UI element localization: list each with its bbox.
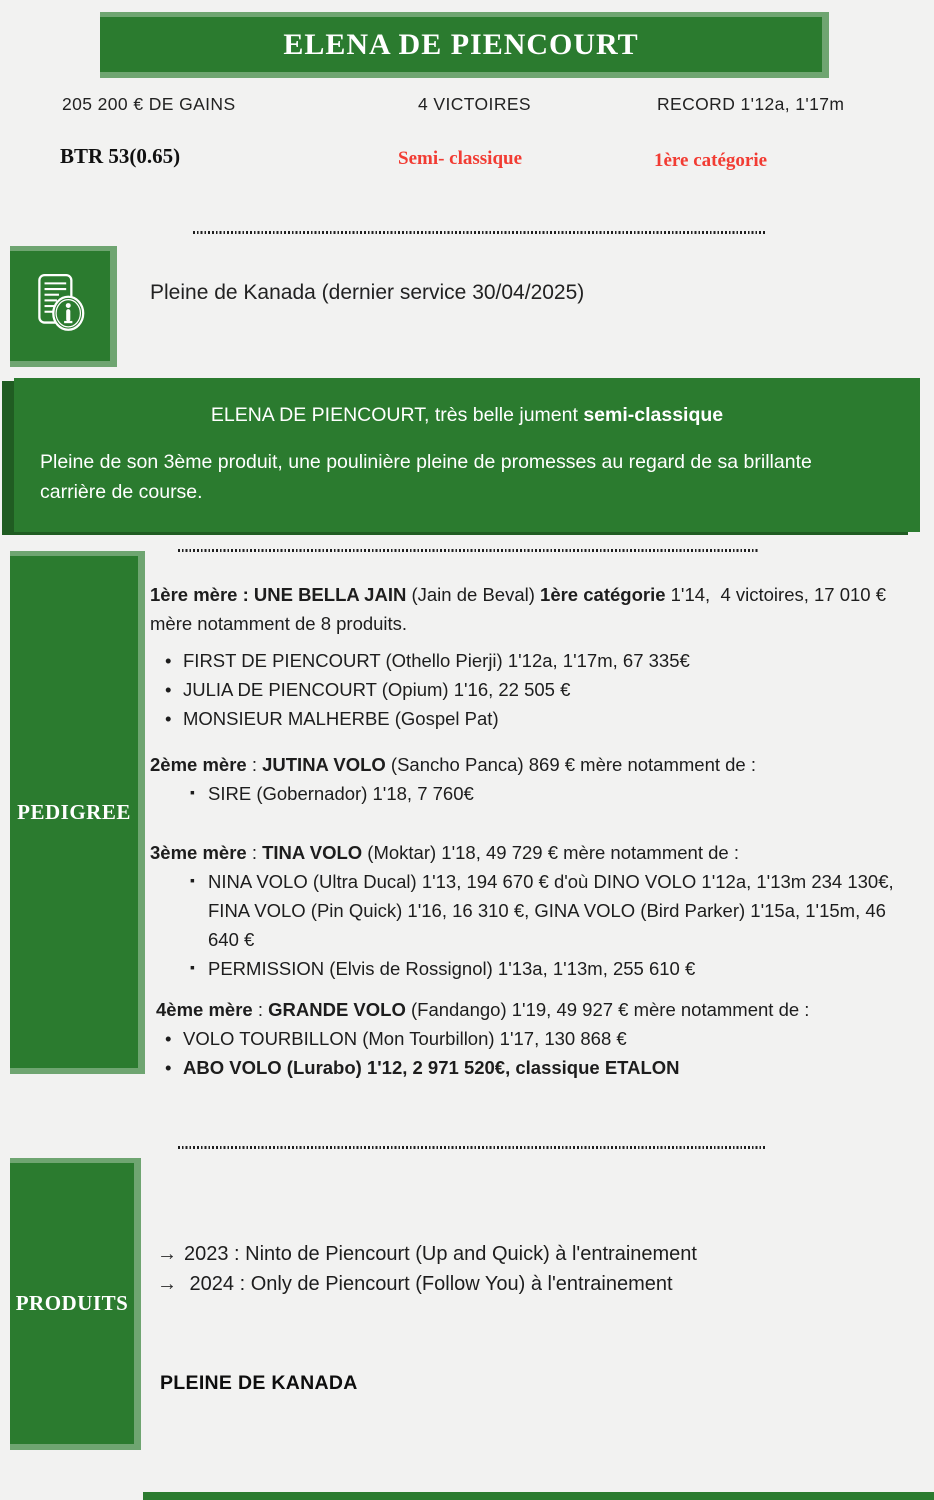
stat-record: RECORD 1'12a, 1'17m [657, 94, 845, 114]
produit-text: 2023 : Ninto de Piencourt (Up and Quick) à l'entrainement [184, 1243, 697, 1265]
bottom-accent-bar [143, 1492, 934, 1500]
page-title: ELENA DE PIENCOURT [283, 27, 639, 61]
pedigree-offspring-item: ▪ SIRE (Gobernador) 1'18, 7 760€ [150, 779, 915, 808]
status-text: Pleine de Kanada (dernier service 30/04/2025) [150, 281, 585, 304]
produit-item [157, 1240, 697, 1270]
pedigree-dam-heading: 4ème mère : GRANDE VOLO (Fandango) 1'19, 49 927 € mère notamment de : [156, 999, 810, 1020]
pedigree-label-box [10, 551, 145, 1074]
pedigree-offspring-item: • FIRST DE PIENCOURT (Othello Pierji) 1'12a, 1'17m, 67 335€ [150, 646, 915, 675]
stat-btr: BTR 53(0.65) [60, 144, 181, 168]
pedigree-offspring-item: • VOLO TOURBILLON (Mon Tourbillon) 1'17, 130 868 € [150, 1024, 915, 1053]
pedigree-offspring-item: • MONSIEUR MALHERBE (Gospel Pat) [150, 704, 915, 733]
pedigree-content [150, 568, 915, 1082]
category-label: 1ère catégorie [654, 150, 768, 171]
pedigree-dam-heading: 2ème mère : JUTINA VOLO (Sancho Panca) 869 € mère notamment de : [150, 754, 757, 775]
pedigree-label: PEDIGREE [17, 799, 131, 824]
summary-heading: ELENA DE PIENCOURT, très belle jument semi-classique [210, 404, 724, 426]
pedigree-offspring-list [150, 867, 915, 983]
arrow-icon: → [157, 1272, 177, 1295]
stat-gains: 205 200 € DE GAINS [62, 94, 236, 114]
produits-list [157, 1240, 697, 1299]
pedigree-offspring-item: • JULIA DE PIENCOURT (Opium) 1'16, 22 505 € [150, 675, 915, 704]
pedigree-offspring-item: • ABO VOLO (Lurabo) 1'12, 2 971 520€, classique ETALON [150, 1053, 915, 1082]
pedigree-dam-heading: 1ère mère : UNE BELLA JAIN (Jain de Beval) 1ère catégorie 1'14, 4 victoires, 17 010 € mère notamment de 8 produits. [150, 584, 892, 634]
produit-text: 2024 : Only de Piencourt (Follow You) à l'entrainement [184, 1272, 673, 1295]
stat-victories: 4 VICTOIRES [418, 94, 531, 114]
produits-label: PRODUITS [15, 1291, 129, 1315]
produits-label-box [10, 1158, 141, 1450]
class-label: Semi- classique [398, 148, 523, 169]
produit-item [157, 1270, 697, 1300]
pregnancy-status: PLEINE DE KANADA [160, 1372, 358, 1394]
pedigree-dam-heading: 3ème mère : TINA VOLO (Moktar) 1'18, 49 729 € mère notamment de : [150, 842, 739, 863]
status-icon-box [10, 246, 117, 367]
summary-banner [14, 378, 920, 532]
dotted-divider-1 [193, 231, 765, 234]
document-info-icon [27, 269, 93, 344]
arrow-icon: → [157, 1243, 177, 1265]
title-banner [100, 12, 829, 78]
pedigree-offspring-item: ▪ NINA VOLO (Ultra Ducal) 1'13, 194 670 € d'où DINO VOLO 1'12a, 1'13m 234 130€, FINA VOLO (Pin Quick) 1'16, 16 310 €, GINA VOLO (Bird Parker) 1'15a, 1'15m, 46 640 € [150, 867, 915, 954]
dotted-divider-2 [178, 549, 758, 552]
summary-paragraph: Pleine de son 3ème produit, une poulinière pleine de promesses au regard de sa brillante carrière de course. [40, 451, 812, 503]
dotted-divider-3 [178, 1146, 765, 1149]
pedigree-offspring-list [150, 1024, 915, 1082]
pedigree-offspring-list [150, 646, 915, 733]
pedigree-offspring-list [150, 779, 915, 808]
pedigree-offspring-item: ▪ PERMISSION (Elvis de Rossignol) 1'13a, 1'13m, 255 610 € [150, 954, 915, 983]
